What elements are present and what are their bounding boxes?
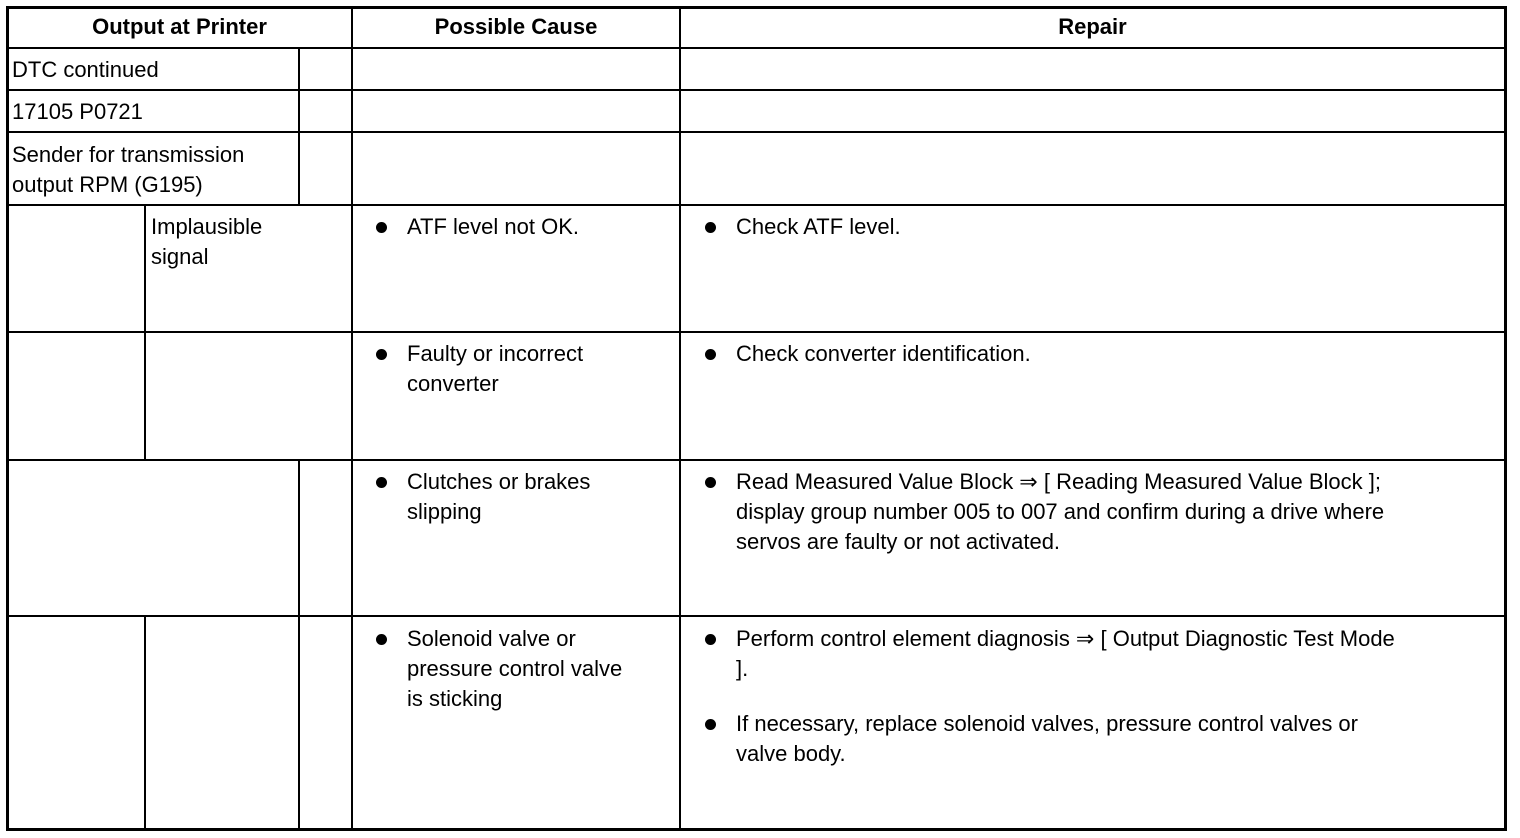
- dtc-continued-label: DTC continued: [12, 57, 159, 82]
- repair-read-mvb-line2: display group number 005 to 007 and confirm during a drive where: [736, 499, 1385, 524]
- bullet-icon: [705, 634, 716, 645]
- row-divider: [6, 615, 1507, 617]
- repair-read-mvb-line3: servos are faulty or not activated.: [736, 529, 1061, 554]
- header-output-at-printer: Output at Printer: [92, 14, 267, 39]
- fault-type-line2: signal: [151, 244, 209, 269]
- row-divider: [6, 47, 1507, 49]
- header-possible-cause: Possible Cause: [434, 14, 598, 39]
- cause-converter-line1: Faulty or incorrect: [407, 341, 584, 366]
- repair-check-atf: Check ATF level.: [736, 214, 901, 239]
- column-divider-cause: [351, 6, 353, 831]
- row-divider: [6, 331, 1507, 333]
- cause-clutches-line1: Clutches or brakes: [407, 469, 591, 494]
- table-border-left: [6, 6, 9, 831]
- subcolumn-divider: [298, 459, 300, 831]
- repair-read-mvb-line1: Read Measured Value Block ⇒ [ Reading Measured Value Block ];: [736, 469, 1381, 494]
- table-border-top: [6, 6, 1507, 9]
- sender-name-line1: Sender for transmission: [12, 142, 245, 167]
- column-divider-repair: [679, 6, 681, 831]
- subcolumn-divider: [144, 204, 146, 461]
- bullet-icon: [376, 349, 387, 360]
- repair-perform-diagnosis-line1: Perform control element diagnosis ⇒ [ Output Diagnostic Test Mode: [736, 626, 1395, 651]
- row-divider: [6, 459, 1507, 461]
- cause-atf-level: ATF level not OK.: [407, 214, 579, 239]
- row-divider: [6, 131, 1507, 133]
- cause-solenoid-line2: pressure control valve: [407, 656, 623, 681]
- subcolumn-divider: [298, 47, 300, 206]
- bullet-icon: [376, 634, 387, 645]
- bullet-icon: [705, 477, 716, 488]
- repair-replace-valves-line1: If necessary, replace solenoid valves, pressure control valves or: [736, 711, 1358, 736]
- repair-check-converter: Check converter identification.: [736, 341, 1031, 366]
- header-repair: Repair: [1058, 14, 1127, 39]
- cause-converter-line2: converter: [407, 371, 499, 396]
- table-border-bottom: [6, 828, 1507, 831]
- sender-name-line2: output RPM (G195): [12, 172, 203, 197]
- table-border-right: [1504, 6, 1507, 831]
- row-divider: [6, 204, 1507, 206]
- row-divider: [6, 89, 1507, 91]
- bullet-icon: [376, 222, 387, 233]
- bullet-icon: [705, 222, 716, 233]
- repair-replace-valves-line2: valve body.: [736, 741, 846, 766]
- bullet-icon: [705, 719, 716, 730]
- cause-solenoid-line1: Solenoid valve or: [407, 626, 576, 651]
- dtc-code: 17105 P0721: [12, 99, 143, 124]
- cause-clutches-line2: slipping: [407, 499, 482, 524]
- fault-type-line1: Implausible: [151, 214, 263, 239]
- subcolumn-divider: [144, 615, 146, 831]
- bullet-icon: [376, 477, 387, 488]
- cause-solenoid-line3: is sticking: [407, 686, 503, 711]
- bullet-icon: [705, 349, 716, 360]
- repair-perform-diagnosis-line2: ].: [736, 656, 749, 681]
